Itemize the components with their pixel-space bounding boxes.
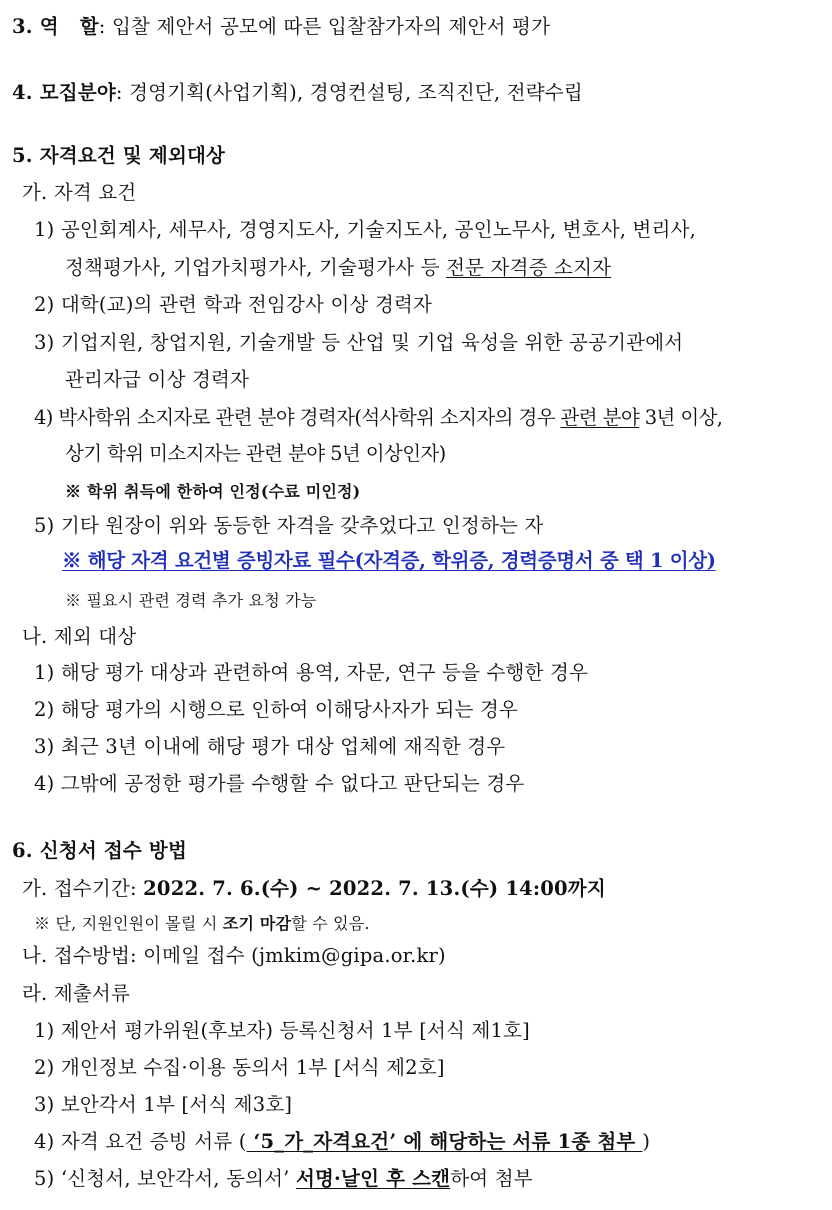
excl-4: 4) 그밖에 공정한 평가를 수행할 수 없다고 판단되는 경우	[34, 772, 525, 795]
period-note-post: 할 수 있음.	[291, 914, 370, 933]
qual-4-note: ※ 학위 취득에 한하여 인정(수료 미인정)	[65, 482, 361, 501]
doc-5-underline: 서명·날인 후 스캔	[295, 1167, 451, 1190]
section3-line	[12, 14, 832, 40]
excl-2: 2) 해당 평가의 시행으로 인하여 이해당사자가 되는 경우	[34, 698, 519, 721]
doc-4-post: )	[642, 1130, 651, 1153]
section4-text: : 경영기획(사업기획), 경영컨설팅, 조직진단, 전략수립	[115, 81, 583, 104]
period-note	[34, 911, 832, 937]
section4-line	[12, 80, 832, 106]
doc-5-text: 5) ‘신청서, 보안각서, 동의서’	[34, 1167, 296, 1190]
qual-4a-post: 3년 이상,	[639, 406, 723, 429]
qual-5-note2: ※ 필요시 관련 경력 추가 요청 가능	[65, 591, 317, 610]
section4-label: 4. 모집분야	[12, 81, 116, 104]
doc-1: 1) 제안서 평가위원(후보자) 등록신청서 1부 [서식 제1호]	[34, 1019, 530, 1042]
qual-1b-underline: 전문 자격증 소지자	[446, 256, 612, 279]
qual-2: 2) 대학(교)의 관련 학과 전임강사 이상 경력자	[34, 293, 433, 316]
section6-title: 6. 신청서 접수 방법	[12, 839, 187, 862]
doc-4	[34, 1129, 832, 1155]
section3-label: 3. 역 할	[12, 15, 99, 38]
qual-4b: 상기 학위 미소지자는 관련 분야 5년 이상인자)	[65, 442, 446, 465]
qual-1b	[65, 255, 832, 281]
period-value: 2022. 7. 6.(수) ~ 2022. 7. 13.(수) 14:00까지	[143, 877, 606, 900]
qual-1b-text: 정책평가사, 기업가치평가사, 기술평가사 등	[65, 256, 447, 279]
doc-4-underline: ‘5_가_자격요건’ 에 해당하는 서류 1종 첨부	[246, 1130, 643, 1153]
period-note-text: ※ 단, 지원인원이 몰릴 시	[34, 914, 223, 933]
period-line	[22, 876, 832, 902]
qual-5-note: ※ 해당 자격 요건별 증빙자료 필수(자격증, 학위증, 경력증명서 중 택 1 이상)	[62, 549, 716, 572]
qual-4a	[34, 405, 832, 431]
excl-3: 3) 최근 3년 이내에 해당 평가 대상 업체에 재직한 경우	[34, 735, 506, 758]
doc-5	[34, 1166, 832, 1192]
docs-title: 라. 제출서류	[22, 982, 130, 1005]
qual-4a-underline: 관련 분야	[560, 406, 640, 429]
early-close: 조기 마감	[222, 914, 292, 933]
excl-1: 1) 해당 평가 대상과 관련하여 용역, 자문, 연구 등을 수행한 경우	[34, 661, 589, 684]
qual-5: 5) 기타 원장이 위와 동등한 자격을 갖추었다고 인정하는 자	[34, 514, 544, 537]
method-line: 나. 접수방법: 이메일 접수 (jmkim@gipa.or.kr)	[22, 944, 446, 967]
doc-4-text: 4) 자격 요건 증빙 서류 (	[34, 1130, 247, 1153]
section5-ga: 가. 자격 요건	[22, 181, 137, 204]
section5-na: 나. 제외 대상	[22, 625, 137, 648]
section3-text: : 입찰 제안서 공모에 따른 입찰참가자의 제안서 평가	[98, 15, 551, 38]
qual-3a: 3) 기업지원, 창업지원, 기술개발 등 산업 및 기업 육성을 위한 공공기관에서	[34, 331, 684, 354]
section5-title: 5. 자격요건 및 제외대상	[12, 144, 226, 167]
qual-4a-text: 4) 박사학위 소지자로 관련 분야 경력자(석사학위 소지자의 경우	[34, 406, 561, 429]
doc-2: 2) 개인정보 수집·이용 동의서 1부 [서식 제2호]	[34, 1056, 445, 1079]
doc-5-post: 하여 첨부	[450, 1167, 533, 1190]
period-label: 가. 접수기간:	[22, 877, 144, 900]
qual-3b: 관리자급 이상 경력자	[65, 368, 250, 391]
qual-1a: 1) 공인회계사, 세무사, 경영지도사, 기술지도사, 공인노무사, 변호사, 변리사,	[34, 218, 697, 241]
doc-3: 3) 보안각서 1부 [서식 제3호]	[34, 1093, 293, 1116]
